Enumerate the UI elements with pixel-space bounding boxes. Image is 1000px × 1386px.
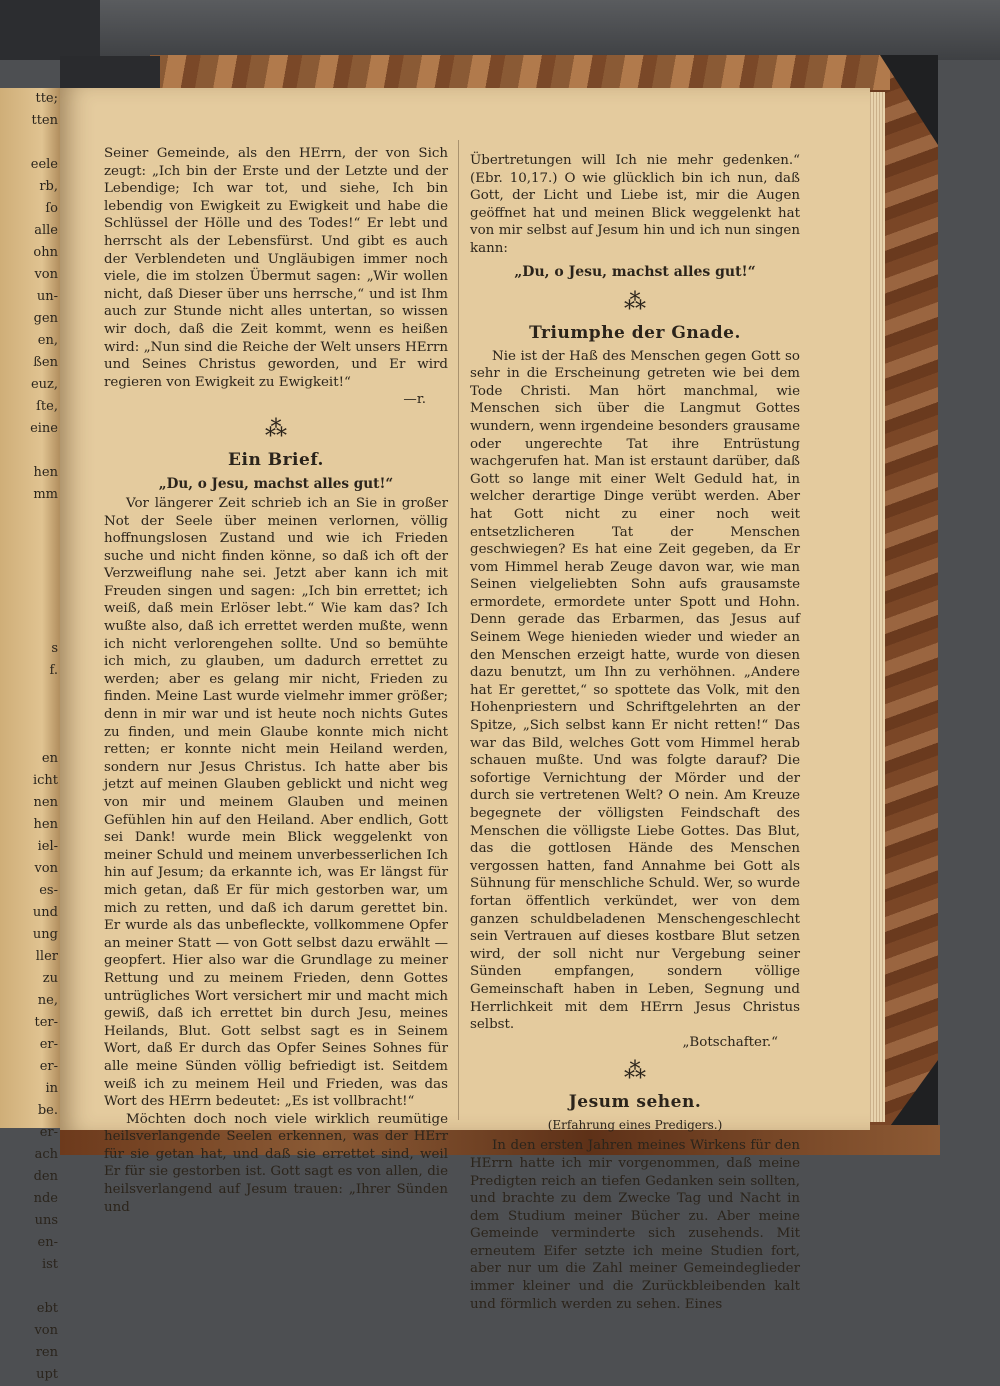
source-attribution: „Botschafter.“ (682, 1034, 778, 1050)
column-divider (458, 140, 459, 1120)
book-cover-top (150, 55, 890, 90)
letter-paragraph: Möchten doch noch viele wirklich reumütige heilsverlangende Seelen erkennen, was der HErr für sie getan hat, und daß sie errettet sind, weil Er für sie gestorben ist. Gott sagt es von allen, die heilsverlangend auf Jesum trauen: „Ihrer Sünden und (104, 1111, 448, 1215)
article-title: Jesum sehen. (568, 1092, 702, 1113)
continuation-paragraph: Übertretungen will Ich nie mehr gedenken.“ (Ebr. 10,17.) O wie glücklich bin ich nun, daß Gott, der Licht und Liebe ist, mir die Augen geöffnet hat und meinen Blick weggelenkt hat von mir selbst auf Jesum hin und ich nun singen kann: (470, 153, 800, 256)
article-subtitle: (Erfahrung eines Predigers.) (547, 1118, 723, 1133)
intro-signature: —r. (403, 392, 426, 408)
article-paragraph: Nie ist der Haß des Menschen gegen Gott so sehr in die Erscheinung getreten wie bei dem Tode Christi. Man hört manchmal, wie Menschen sich über die Langmut Gottes wundern, wenn irgendeine besonders grausame oder ungerechte Tat ihre Entrüstung wachgerufen hat. Man ist erstaunt darüber, daß Gott so lange mit einer Welt Geduld hat, in welcher derartige Dinge verübt werden. Aber hat Gott nicht zu einer noch weit entsetzlicheren Tat der Menschen geschwiegen? Es hat eine Zeit gegeben, da Er vom Himmel herab Zeuge davon war, wie man Seinen vielgeliebten Sohn aufs grausamste ermordete, ermordete unter Spott und Hohn. Denn gerade das Erbarmen, das Jesus auf Seinem Wege hienieden wieder und wieder an den Menschen erzeigt hatte, wurde von diesen dazu benutzt, um Ihn zu verhöhnen. „Andere hat Er gerettet,“ so spottete das Volk, mit den Hohenpriestern und Schriftgelehrten an der Spitze, „Sich selbst kann Er nicht retten!“ Das war das Bild, welches Gott vom Himmel herab schauen mußte. Und was folgte darauf? Die sofortige Vernichtung der Mörder und der durch sie vertretenen Welt? O nein. Am Kreuze begegnete der völligsten Feindschaft des Menschen die völligste Liebe Gottes. Das Blut, das die gottlosen Hände des Menschen vergossen hatten, fand Annahme bei Gott als Sühnung für menschliche Schuld. Wer, so wurde fortan öffentlich verkündet, wer von dem ganzen schuldbeladenen Menschengeschlecht sein Vertrauen auf dieses kostbare Blut setzen wird, der soll nicht nur Vergebung seiner Sünden empfangen, sondern völlige Gemeinschaft haben in Leben, Segnung und Herrlichkeit mit dem HErrn Jesus Christus selbst. (470, 348, 800, 1033)
letter-paragraph: Vor längerer Zeit schrieb ich an Sie in großer Not der Seele über meinen verlornen, völlig hoffnungslosen Zustand und wie ich Frieden suche und nicht finden könne, so daß ich oft der Verzweiflung nahe sei. Jetzt aber kann ich mit Freuden singen und sagen: „Ich bin errettet; ich weiß, daß mein Erlöser lebt.“ Wie kam das? Ich wußte also, daß ich errettet werden mußte, wenn ich nicht verlorengehen sollte. Und so bemühte ich mich, zu glauben, um dadurch errettet zu werden; aber es gelang mir nicht, Frieden zu finden. Meine Last wurde vielmehr immer größer; denn in mir war und ist heute noch nichts Gutes zu finden, und mein Glaube konnte mich nicht retten; er konnte nicht mein Heiland werden, sondern nur Jesus Christus. Ich hatte aber bis jetzt auf meinen Glauben geblickt und nicht weg von mir und meinem Glauben und meinen Gefühlen hin auf den Heiland. Aber endlich, Gott sei Dank! wurde mein Blick weggelenkt von meiner Schuld und meinem unverbesserlichen Ich hin auf Jesum; da erkannte ich, was Er längst für mich getan, daß Er für mich gestorben war, um mich zu retten, und daß ich darum gerettet bin. Er wurde als das unbefleckte, vollkommene Opfer an meiner Statt — von Gott selbst dazu erwählt — geopfert. Hier also war die Grundlage zu meiner Rettung und zu meinem Frieden, denn Gottes untrügliches Wort versichert mir und macht mich gewiß, daß ich errettet bin durch Jesu, meines Heilands, Blut. Gott selbst sagt es in Seinem Wort, daß Er durch das Opfer Seines Sohnes für alle meine Sünden völlig befriedigt ist. Seitdem weiß ich zu meinem Heil und Frieden, was das Wort des HErrn bedeutet: „Es ist vollbracht!“ (104, 495, 448, 1110)
facing-page (0, 88, 60, 1382)
book-spine (60, 56, 160, 90)
intro-paragraph: Seiner Gemeinde, als den HErrn, der von Sich zeugt: „Ich bin der Erste und der Letzte und der Lebendige; Ich war tot, und siehe, Ich bin lebendig von Ewigkeit zu Ewigkeit und habe die Schlüssel der Hölle und des Todes!“ Er lebt und herrscht als der Lebensfürst. Und gibt es auch der Verblendeten und Ungläubigen immer noch viele, die im stolzen Übermut sagen: „Wir wollen nicht, daß Dieser über uns herrsche,“ und ist Ihm auch zur Stunde nicht alles untertan, so wissen wir doch, daß die Zeit kommt, wenn es heißen wird: „Nun sind die Reiche der Welt unsers HErrn und Seines Christus geworden, und Er wird regieren von Ewigkeit zu Ewigkeit!“ (104, 146, 448, 390)
ornament-icon: ⁂ (624, 1059, 646, 1085)
article-subtitle: „Du, o Jesu, machst alles gut!“ (158, 475, 394, 492)
article-title: Ein Brief. (228, 449, 324, 470)
ornament-icon: ⁂ (624, 289, 646, 315)
left-column (104, 145, 448, 1216)
facing-page-text: tte; tten eele rb, ſo alle ohn von un- gen en, ßen euz, ſte, eine hen mm s f. en icht nen hen iel- von es- und ung ller zu ne, ter- er- er- in be. er- ach den nde uns en- ist ebt von ren upt (30, 91, 58, 1382)
right-column (470, 152, 800, 1313)
article-title: Triumphe der Gnade. (529, 322, 741, 343)
article-paragraph: In den ersten Jahren meines Wirkens für den HErrn hatte ich mir vorgenommen, daß meine Predigten reich an tiefen Gedanken sein sollten, und brachte zu dem Zwecke Tag und Nacht in dem Studium meiner Bücher zu. Aber meine Gemeinde verminderte sich zusehends. Mit erneutem Eifer setzte ich meine Studien fort, aber nur um die Zahl meiner Gemeindeglieder immer kleiner und die Zurückbleibenden kalt und förmlich werden zu sehen. Eines (470, 1138, 800, 1312)
background-shadow (0, 0, 100, 60)
ornament-icon: ⁂ (265, 416, 287, 442)
quote-line: „Du, o Jesu, machst alles gut!“ (514, 263, 756, 280)
background-wall (0, 0, 1000, 60)
